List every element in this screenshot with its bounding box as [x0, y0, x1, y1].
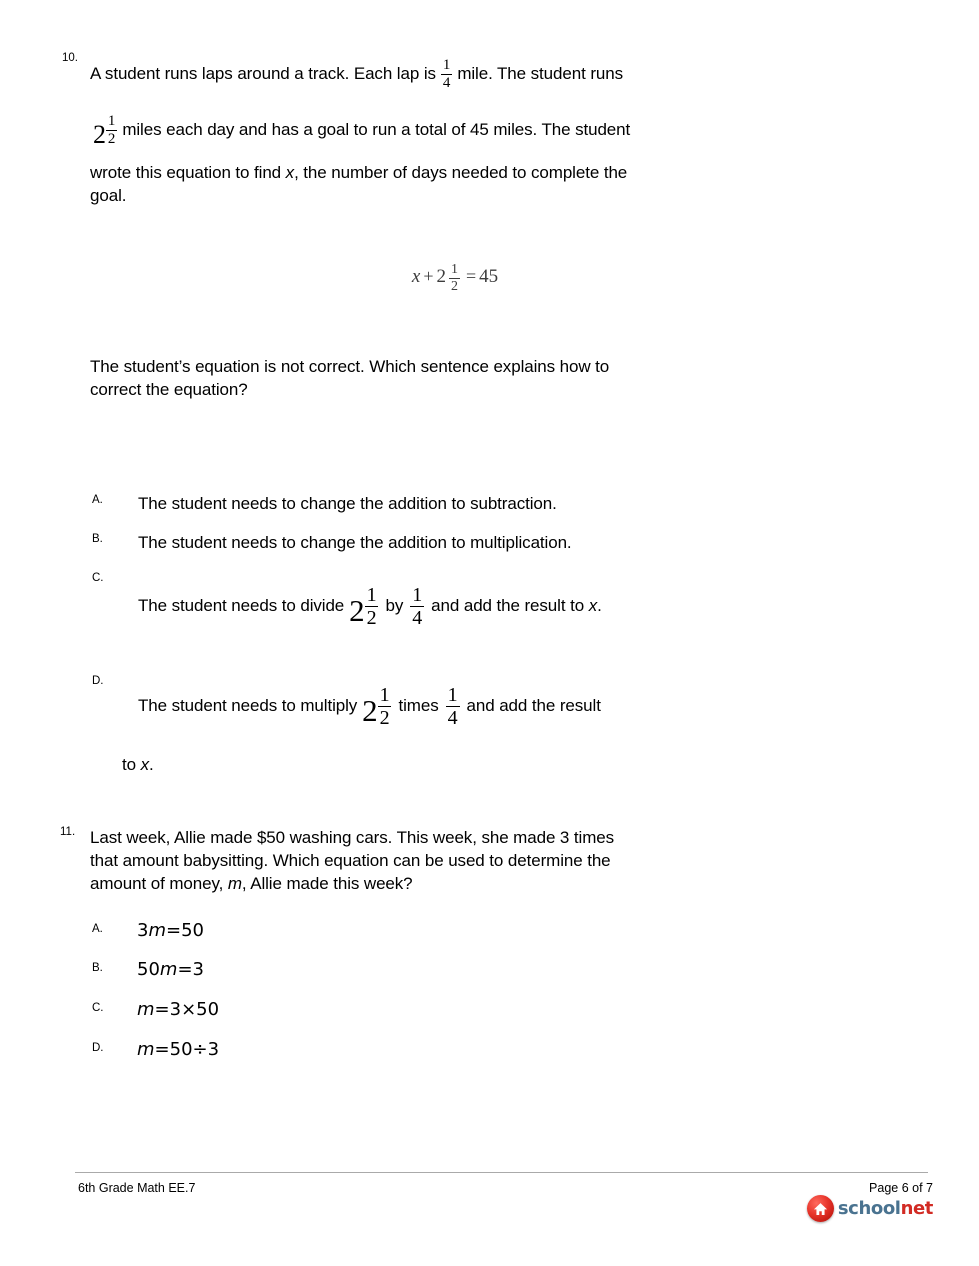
q10-option-b-text: The student needs to change the addition to multiplication. — [138, 533, 572, 552]
variable-m: m — [227, 874, 242, 893]
q10-line3-text-a: wrote this equation to find — [90, 163, 286, 182]
q10-option-b-label: B. — [92, 533, 103, 545]
q11-option-d-label: D. — [92, 1042, 104, 1054]
equation-equals-sign: = — [465, 266, 477, 286]
q10-option-d-text — [138, 678, 601, 739]
q11-intro-line-2: that amount babysitting. Which equation can be used to determine the — [90, 851, 611, 870]
fraction-denominator: 2 — [366, 607, 377, 630]
mixed-number-two-and-one-half — [357, 683, 398, 730]
variable-x: x — [140, 755, 150, 774]
q10-option-a-text: The student needs to change the addition to subtraction. — [138, 494, 557, 513]
variable-x: x — [285, 163, 295, 182]
footer-divider — [75, 1172, 928, 1173]
equation-fraction-one-half — [449, 262, 460, 294]
q11-line3-text-a: amount of money, — [90, 874, 228, 893]
q10-option-c-text — [138, 578, 602, 639]
home-icon — [813, 1202, 828, 1216]
variable-m: m — [159, 959, 178, 980]
variable-m: m — [148, 920, 166, 941]
fraction-denominator: 4 — [442, 75, 451, 92]
fraction-one-fourth — [441, 57, 452, 92]
fraction-one-half — [106, 113, 117, 148]
fraction-denominator: 2 — [450, 278, 458, 294]
mixed-whole: 2 — [349, 593, 365, 628]
q10-prompt-line-2: correct the equation? — [90, 380, 248, 399]
equation-whole-number: 2 — [436, 266, 446, 287]
variable-m: m — [137, 1039, 155, 1060]
logo-circle — [807, 1195, 834, 1222]
fraction-one-fourth — [446, 684, 460, 730]
q10-option-a-label: A. — [92, 494, 103, 506]
question-10-number: 10. — [62, 52, 78, 64]
fraction-one-half — [365, 584, 379, 630]
schoolnet-logo — [807, 1195, 933, 1222]
q10-option-d-pre: The student needs to multiply — [138, 696, 358, 715]
q11-intro-line-1: Last week, Allie made $50 washing cars. This week, she made 3 times — [90, 828, 615, 847]
mixed-whole: 2 — [362, 693, 378, 728]
q10-intro-line-2 — [90, 104, 630, 161]
fraction-numerator: 1 — [412, 583, 423, 606]
equation-plus-sign: + — [423, 266, 434, 286]
coefficient: 50 — [137, 959, 160, 980]
footer-course-title: 6th Grade Math EE.7 — [78, 1181, 196, 1195]
q10-option-d-post: and add the result — [466, 696, 601, 715]
q11-option-b-equation — [137, 958, 204, 982]
equation-rest: =50 — [166, 920, 204, 941]
fraction-numerator: 1 — [107, 113, 116, 130]
q10-option-c-period: . — [597, 596, 602, 615]
fraction-one-fourth — [410, 584, 424, 630]
variable-x: x — [588, 596, 598, 615]
q10-line1-text-b: mile. The student runs — [457, 64, 623, 83]
fraction-numerator: 1 — [447, 683, 458, 706]
q11-intro-line-3 — [90, 872, 413, 895]
equation-rest: =3×50 — [154, 999, 220, 1020]
q10-option-c-label: C. — [92, 572, 104, 584]
q10-option-d-period: . — [149, 755, 154, 774]
q10-line2-text: miles each day and has a goal to run a total of 45 miles. The student — [122, 120, 631, 139]
logo-text-net: net — [900, 1198, 933, 1219]
mixed-number-two-and-one-half — [344, 583, 385, 630]
q10-option-d-cont-text: to — [122, 755, 141, 774]
variable-m: m — [137, 999, 155, 1020]
equation-rest: =50÷3 — [154, 1039, 220, 1060]
fraction-denominator: 2 — [107, 131, 116, 148]
q10-prompt-line-1: The student’s equation is not correct. Which sentence explains how to — [90, 357, 610, 376]
q10-option-c-mid: by — [385, 596, 404, 615]
equation-variable-x: x — [411, 266, 421, 287]
coefficient: 3 — [137, 920, 149, 941]
footer-page-number: Page 6 of 7 — [869, 1181, 933, 1195]
fraction-denominator: 2 — [379, 707, 390, 730]
q11-option-a-equation — [137, 919, 204, 943]
equation-rest: =3 — [177, 959, 204, 980]
q10-intro-line-4: goal. — [90, 186, 127, 205]
q10-option-c-post: and add the result to — [431, 596, 589, 615]
fraction-numerator: 1 — [442, 57, 451, 74]
q10-intro-line-3 — [90, 161, 627, 184]
q10-option-c-pre: The student needs to divide — [138, 596, 345, 615]
q11-option-c-label: C. — [92, 1002, 104, 1014]
fraction-denominator: 4 — [412, 607, 423, 630]
logo-wordmark — [838, 1198, 933, 1219]
q10-option-d-mid: times — [398, 696, 439, 715]
fraction-numerator: 1 — [450, 262, 458, 278]
q10-equation — [90, 248, 820, 306]
q10-option-d-label: D. — [92, 675, 104, 687]
q11-line3-text-b: , Allie made this week? — [241, 874, 413, 893]
fraction-denominator: 4 — [447, 707, 458, 730]
q11-option-d-equation — [137, 1038, 219, 1062]
fraction-numerator: 1 — [379, 683, 390, 706]
q10-intro-line-1 — [90, 48, 623, 100]
mixed-number-two-and-one-half — [90, 113, 122, 149]
q11-option-a-label: A. — [92, 923, 103, 935]
q11-option-c-equation — [137, 998, 219, 1022]
question-11-number: 11. — [60, 826, 76, 838]
fraction-numerator: 1 — [366, 583, 377, 606]
q11-option-b-label: B. — [92, 962, 103, 974]
q10-option-d-continuation — [122, 753, 154, 776]
q10-line3-text-b: , the number of days needed to complete the — [294, 163, 628, 182]
q10-line1-text-a: A student runs laps around a track. Each lap is — [90, 64, 436, 83]
fraction-one-half — [378, 684, 392, 730]
mixed-whole: 2 — [93, 120, 106, 149]
equation-right-side: 45 — [479, 266, 499, 287]
logo-text-school: school — [837, 1198, 901, 1219]
